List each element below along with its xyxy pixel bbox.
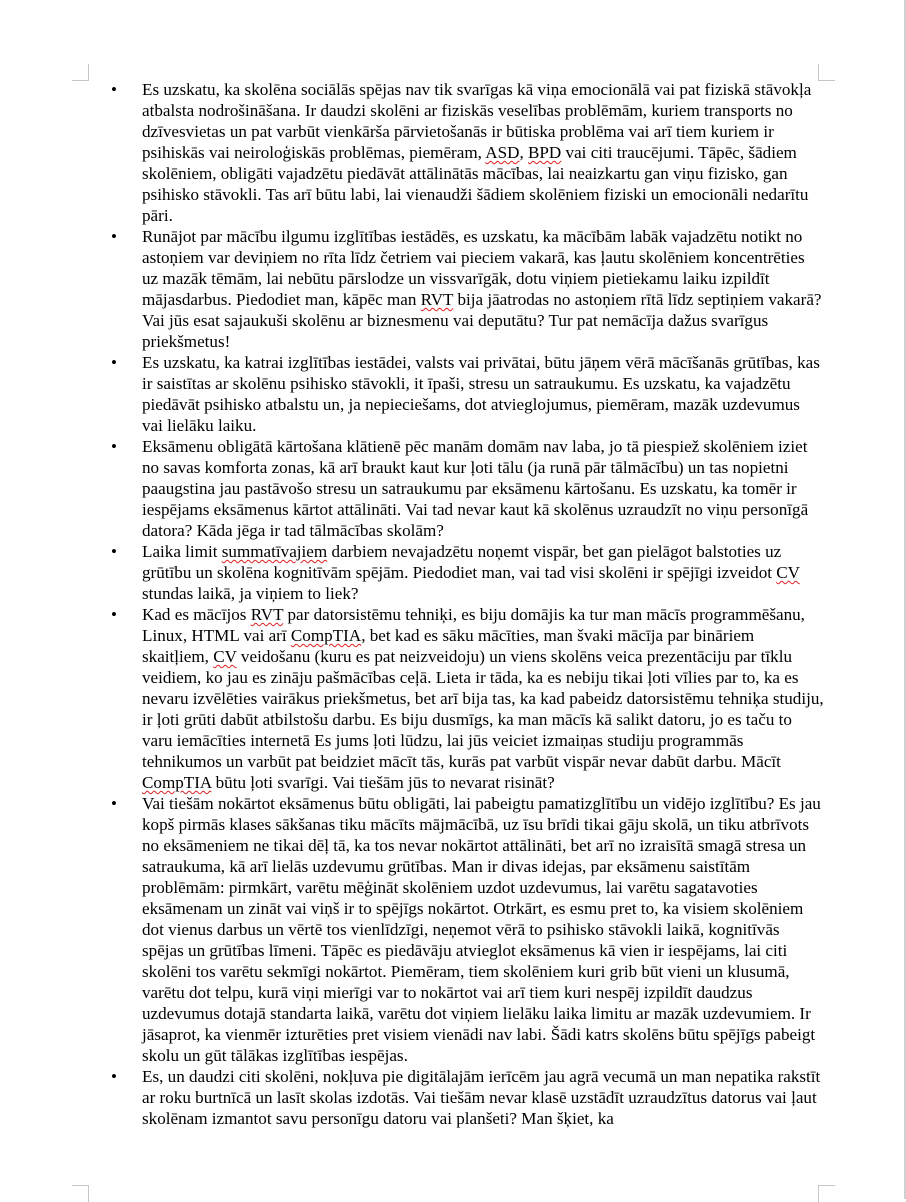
paragraph-text	[142, 436, 824, 541]
paragraph-text	[142, 604, 824, 793]
text-run: bija jāatrodas no astoņiem rītā līdz septiņiem vakarā? Vai jūs esat sajaukuši skolēnu ar biznesmenu vai deputātu? Tur pat nemācīja dažus svarīgus priekšmetus!	[142, 290, 822, 351]
spellcheck-flagged-word: RVT	[250, 605, 284, 624]
bullet-icon: •	[111, 353, 117, 372]
text-run: Runājot par mācību ilgumu izglītības iestādēs, es uzskatu, ka mācībām labāk vajadzētu notikt no astoņiem var deviņiem no rīta līdz četriem vai pieciem vakarā, kas ļautu skolēniem koncentrēties uz mazāk tēmām, lai nebūtu pārslodze un vissvarīgāk, dotu viņiem pietiekamu laiku izpildīt mājasdarbus. Piedodiet man, kāpēc man	[142, 227, 805, 309]
spellcheck-flagged-word: BPD	[528, 143, 562, 162]
top-left-crop-mark	[72, 64, 89, 81]
text-run: Kad es mācījos	[142, 605, 251, 624]
bullet-icon: •	[111, 227, 117, 246]
text-run: Laika limit	[142, 542, 222, 561]
text-run: ,	[519, 143, 528, 162]
bullet-icon: •	[111, 437, 117, 456]
document-body[interactable]	[108, 79, 824, 1129]
spellcheck-flagged-word: RVT	[420, 290, 454, 309]
bullet-icon: •	[111, 1067, 117, 1086]
paragraph-text	[142, 226, 824, 352]
list-item	[108, 226, 824, 352]
paragraph-text	[142, 79, 824, 226]
list-item	[108, 79, 824, 226]
list-item	[108, 793, 824, 1066]
text-run: Es, un daudzi citi skolēni, nokļuva pie digitālajām ierīcēm jau agrā vecumā un man nepatika rakstīt ar roku burtnīcā un lasīt skolas izdotās. Vai tiešām nevar klasē uzstādīt uzraudzītus datorus vai ļaut skolēnam izmantot savu personīgu datoru vai planšeti? Man šķiet, ka	[142, 1067, 821, 1128]
list-item	[108, 541, 824, 604]
spellcheck-flagged-word: summatīvajiem	[221, 542, 328, 561]
bullet-icon: •	[111, 794, 117, 813]
list-item	[108, 1066, 824, 1129]
text-run: būtu ļoti svarīgi. Vai tiešām jūs to nevarat risināt?	[211, 773, 555, 792]
bottom-right-crop-mark	[818, 1185, 835, 1202]
text-run: stundas laikā, ja viņiem to liek?	[142, 584, 359, 603]
spellcheck-flagged-word: CompTIA	[142, 773, 212, 792]
paragraph-text	[142, 352, 824, 436]
text-run: darbiem nevajadzētu noņemt vispār, bet gan pielāgot balstoties uz grūtību un skolēna kognitīvām spējām. Piedodiet man, vai tad visi skolēni ir spējīgi izveidot	[142, 542, 782, 582]
text-run: Vai tiešām nokārtot eksāmenus būtu obligāti, lai pabeigtu pamatizglītību un vidējo izglītību? Es jau kopš pirmās klases sākšanas tiku mācīts mājmācībā, uz īsu brīdi tikai gāju skolā, un tiku atbrīvots no eksāmeniem ne tikai dēļ tā, ka tos nevar nokārtot attālināti, bet arī no izraisītā smagā stresa un satraukuma, kā arī lielās uzdevumu grūtības. Man ir divas idejas, par eksāmenu saistītām problēmām: pirmkārt, varētu mēģināt skolēniem uzdot uzdevumus, lai varētu sagatavoties eksāmenam un zināt vai viņš ir to spējīgs nokārtot. Otrkārt, es esmu pret to, ka visiem skolēniem dot vienus darbus un vērtē tos vienlīdzīgi, neņemot vērā to psihisko stāvokli laikā, kognitīvās spējas un grūtības līmeni. Tāpēc es piedāvāju atvieglot eksāmenus kā vien ir iespējams, lai citi skolēni tos varētu sekmīgi nokārtot. Piemēram, tiem skolēniem kuri grib būt vieni un klusumā, varētu dot telpu, kurā viņi mierīgi var to nokārtot vai arī tiem kuri nespēj izpildīt daudzus uzdevumus dotajā standarta laikā, varētu dot viņiem lielāku laika limitu ar mazāk uzdevumiem. Ir jāsaprot, ka vienmēr izturēties pret visiem vienādi nav labi. Šādi katrs skolēns būtu spējīgs pabeigt skolu un gūt tālākas izglītības iespējas.	[142, 794, 821, 1065]
text-run: veidošanu (kuru es pat neizveidoju) un viens skolēns veica prezentāciju par tīklu veidiem, ko jau es zināju pašmācības ceļā. Lieta ir tāda, ka es nebiju tikai ļoti vīlies par to, ka es nevaru izvēlēties vairākus priekšmetus, bet arī bija tas, ka kad pabeidz datorsistēmu tehniķa studiju, ir ļoti grūti dabūt atbilstošu darbu. Es biju dusmīgs, ka man mācīs kā salikt datoru, jo es taču to varu iemācīties internetā Es jums ļoti lūdzu, lai jūs veiciet izmaiņas studiju programmās tehnikumos un varbūt pat beidziet mācīt tās, kurās pat varbūt vispār nevar dabūt darbu. Mācīt	[142, 647, 824, 771]
spellcheck-flagged-word: CompTIA	[290, 626, 362, 645]
bullet-icon: •	[111, 605, 117, 624]
spellcheck-flagged-word: CV	[776, 563, 800, 582]
paragraph-text	[142, 1066, 824, 1129]
text-run: Es uzskatu, ka katrai izglītības iestādei, valsts vai privātai, būtu jāņem vērā mācīšanās grūtības, kas ir saistītas ar skolēnu psihisko stāvokli, it īpaši, stresu un satraukumu. Es uzskatu, ka vajadzētu piedāvāt psihisko atbalstu un, ja nepieciešams, dot atvieglojumus, piemēram, mazāk uzdevumus vai lielāku laiku.	[142, 353, 820, 435]
list-item	[108, 352, 824, 436]
paragraph-text	[142, 793, 824, 1066]
list-item	[108, 604, 824, 793]
paragraph-text	[142, 541, 824, 604]
list-item	[108, 436, 824, 541]
spellcheck-flagged-word: ASD	[485, 143, 520, 162]
spellcheck-flagged-word: CV	[213, 647, 237, 666]
text-run: Eksāmenu obligātā kārtošana klātienē pēc manām domām nav laba, jo tā piespiež skolēniem iziet no savas komforta zonas, kā arī braukt kaut kur ļoti tālu (ja runā pār tālmācību) un tas nopietni paaugstina jau pastāvošo stresu un satraukumu par eksāmenu kārtošanu. Es uzskatu, ka tomēr ir iespējams eksāmenus kārtot attālināti. Vai tad nevar kaut kā skolēnus uzraudzīt no viņu personīgā datora? Kāda jēga ir tad tālmācības skolām?	[142, 437, 809, 540]
bullet-icon: •	[111, 80, 117, 99]
text-run: Es uzskatu, ka skolēna sociālās spējas nav tik svarīgas kā viņa emocionālā vai pat fiziskā stāvokļa atbalsta nodrošināšana. Ir daudzi skolēni ar fiziskās veselības problēmām, kuriem transports no dzīvesvietas un pat varbūt vienkārša pārvietošanās ir būtiska problēma vai arī tiem kuriem ir psihiskās vai neiroloģiskās problēmas, piemēram,	[142, 80, 812, 162]
bullet-list	[108, 79, 824, 1129]
text-run: , bet kad es sāku mācīties, man švaki mācīja par bināriem skaitļiem,	[142, 626, 755, 666]
bottom-left-crop-mark	[72, 1185, 89, 1202]
bullet-icon: •	[111, 542, 117, 561]
text-run: vai citi traucējumi. Tāpēc, šādiem skolēniem, obligāti vajadzētu piedāvāt attālinātās mācības, lai neaizkartu gan viņu fizisko, gan psihisko stāvokli. Tas arī būtu labi, lai vienaudži šādiem skolēniem fiziski un emocionāli nedarītu pāri.	[142, 143, 809, 225]
text-run: par datorsistēmu tehniķi, es biju domājis ka tur man mācīs programmēšanu, Linux, HTML vai arī	[142, 605, 805, 645]
